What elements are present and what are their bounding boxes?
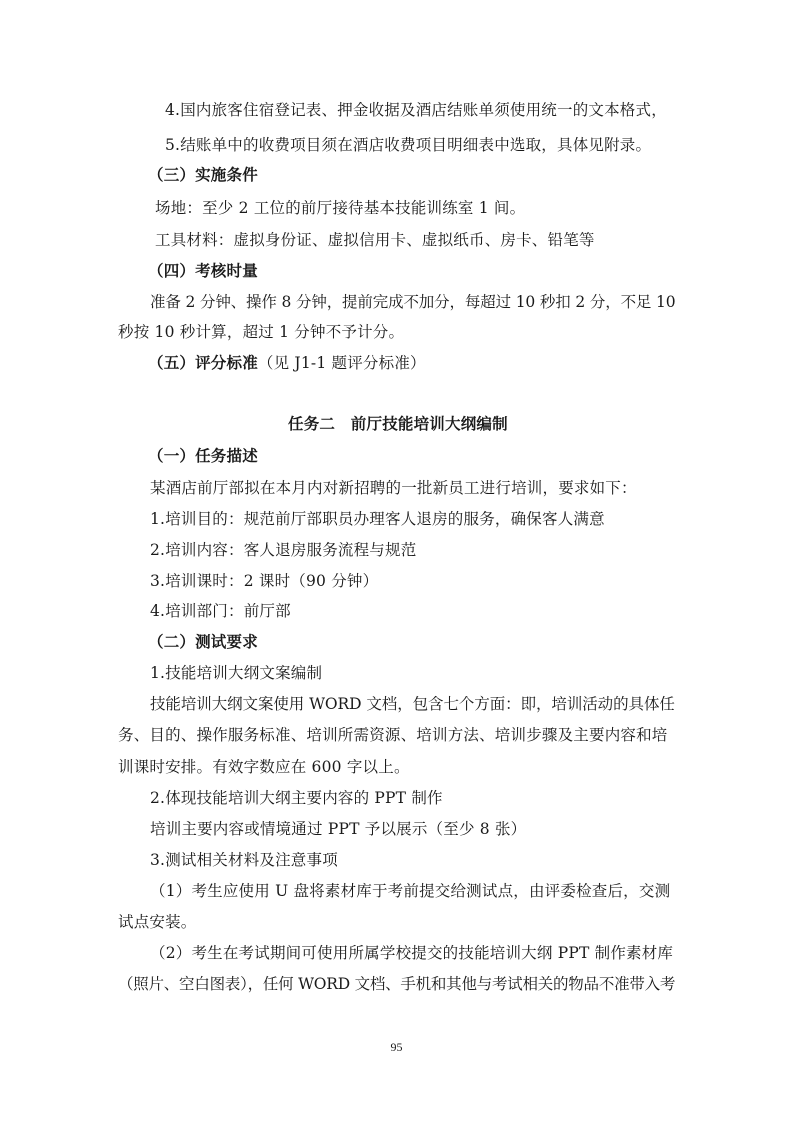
section-heading: （五）评分标准 (148, 354, 258, 372)
section-heading: （三）实施条件 (148, 166, 258, 184)
text-line: 2.体现技能培训大纲主要内容的 PPT 制作 (150, 789, 443, 807)
text-line: 技能培训大纲文案使用 WORD 文档，包含七个方面：即，培训活动的具体任 (150, 695, 675, 713)
text-line: 3.测试相关材料及注意事项 (150, 851, 338, 869)
text-line: 2.培训内容：客人退房服务流程与规范 (150, 541, 417, 559)
text-line: 3.培训课时：2 课时（90 分钟） (150, 572, 379, 590)
text-line: 场地：至少 2 工位的前厅接待基本技能训练室 1 间。 (155, 199, 526, 217)
task-title: 任务二 前厅技能培训大纲编制 (288, 415, 508, 433)
text-line: 训课时安排。有效字数应在 600 字以上。 (118, 758, 410, 776)
text-line: 4.培训部门：前厅部 (150, 602, 291, 620)
text-line: 试点安装。 (118, 913, 197, 931)
text-line: 1.培训目的：规范前厅部职员办理客人退房的服务，确保客人满意 (150, 510, 605, 528)
text-line: 准备 2 分钟、操作 8 分钟，提前完成不加分，每超过 10 秒扣 2 分，不足 10 (150, 293, 676, 311)
text-line: 某酒店前厅部拟在本月内对新招聘的一批新员工进行培训，要求如下： (150, 479, 637, 497)
text-line: 1.技能培训大纲文案编制 (150, 664, 323, 682)
section-heading: （二）测试要求 (148, 633, 258, 651)
text-line: 培训主要内容或情境通过 PPT 予以展示（至少 8 张） (150, 820, 527, 838)
text-line: 5.结账单中的收费项目须在酒店收费项目明细表中选取，具体见附录。 (165, 136, 652, 154)
section-heading: （四）考核时量 (148, 262, 258, 280)
text-line: 秒按 10 秒计算，超过 1 分钟不予计分。 (118, 323, 405, 341)
page-number: 95 (390, 1040, 403, 1054)
section-heading-line (148, 353, 426, 373)
text-inline: （见 J1-1 题评分标准） (257, 354, 426, 372)
text-line: 4.国内旅客住宿登记表、押金收据及酒店结账单须使用统一的文本格式， (165, 101, 667, 119)
text-line: 工具材料：虚拟身份证、虚拟信用卡、虚拟纸币、房卡、铅笔等 (155, 231, 595, 249)
text-line: （1）考生应使用 U 盘将素材库于考前提交给测试点，由评委检查后，交测 (150, 882, 671, 900)
text-line: （照片、空白图表），任何 WORD 文档、手机和其他与考试相关的物品不准带入考 (118, 975, 676, 993)
text-line: （2）考生在考试期间可使用所属学校提交的技能培训大纲 PPT 制作素材库 (150, 944, 674, 962)
section-heading: （一）任务描述 (148, 447, 258, 465)
text-line: 务、目的、操作服务标准、培训所需资源、培训方法、培训步骤及主要内容和培 (118, 726, 668, 744)
